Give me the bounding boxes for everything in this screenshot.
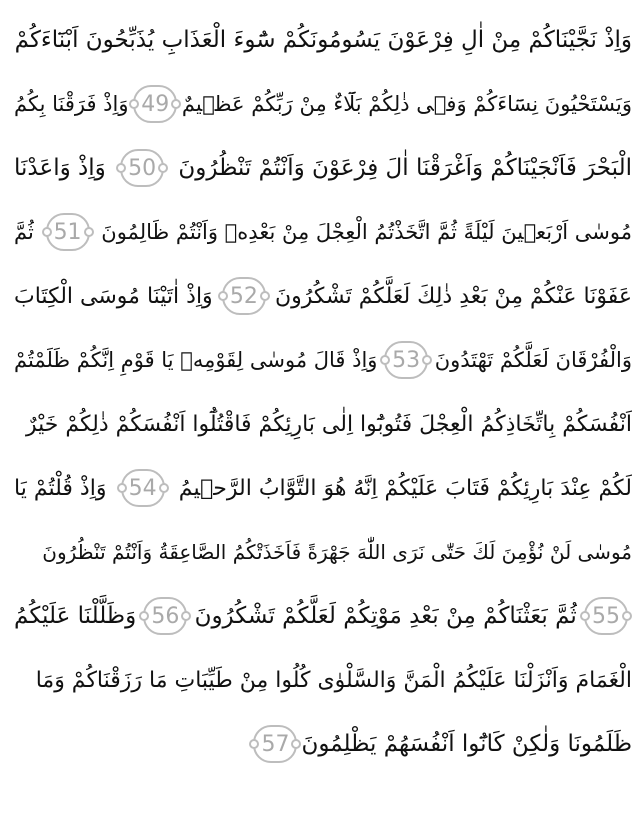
text-line-3 (14, 136, 632, 200)
verse-text-segment: الْغَمَامَ وَاَنْزَلْنَا عَلَيْكُمُ الْمَنَّ وَالسَّلْوٰى كُلُوا مِنْ طَيِّبَاتِ مَا رَزَقْنَاكُمْ وَمَا (35, 667, 632, 693)
verse-number-marker: 49 (133, 85, 177, 123)
text-line-10 (14, 584, 632, 648)
verse-text-segment: وَيَسْتَحْيُونَ نِسَٓاءَكُمْ وَفٖى ذٰلِكُمْ بَلَٓاءٌ مِنْ رَبِّكُمْ عَظٖيمٌ (181, 92, 632, 116)
verse-text-segment: عَفَوْنَا عَنْكُمْ مِنْ بَعْدِ ذٰلِكَ لَعَلَّكُمْ تَشْكُرُونَ (274, 283, 632, 309)
verse-text-segment: ظَلَمُونَا وَلٰكِنْ كَانُٓوا اَنْفُسَهُمْ يَظْلِمُونَ (301, 731, 632, 757)
text-line-4 (14, 200, 632, 264)
verse-text-segment: وَاِذْ وَاعَدْنَا (14, 155, 106, 181)
verse-text-block (14, 8, 632, 776)
text-line-1 (14, 8, 632, 72)
verse-text-segment: الْبَحْرَ فَاَنْجَيْنَاكُمْ وَاَغْرَقْنَا اٰلَ فِرْعَوْنَ وَاَنْتُمْ تَنْظُرُونَ (178, 155, 632, 181)
verse-text-segment: وَظَلَّلْنَا عَلَيْكُمُ (14, 603, 137, 629)
verse-number-marker: 52 (222, 277, 266, 315)
text-line-6 (14, 328, 632, 392)
verse-number-marker: 50 (120, 149, 164, 187)
verse-number-marker: 55 (584, 597, 628, 635)
text-line-12 (14, 712, 632, 776)
verse-text-segment: وَالْفُرْقَانَ لَعَلَّكُمْ تَهْتَدُونَ (434, 348, 632, 372)
verse-text-segment: وَاِذْ قُلْتُمْ يَا (14, 475, 107, 501)
verse-text-segment: مُوسٰى اَرْبَعٖينَ لَيْلَةً ثُمَّ اتَّخَذْتُمُ الْعِجْلَ مِنْ بَعْدِهٖ وَاَنْتُمْ ظَالِمُونَ (101, 220, 632, 244)
text-line-11 (14, 648, 632, 712)
verse-number-marker: 51 (46, 213, 90, 251)
verse-text-segment: وَاِذْ نَجَّيْنَاكُمْ مِنْ اٰلِ فِرْعَوْنَ يَسُومُونَكُمْ سُٓوءَ الْعَذَابِ يُذَبِّحُونَ اَبْنَٓاءَكُمْ (14, 27, 632, 53)
verse-text-segment: وَاِذْ اٰتَيْنَا مُوسَى الْكِتَابَ (14, 283, 213, 309)
verse-text-segment: اَنْفُسَكُمْ بِاتِّخَاذِكُمُ الْعِجْلَ فَتُوبُٓوا اِلٰى بَارِئِكُمْ فَاقْتُلُٓوا اَنْفُسَكُمْ ذٰلِكُمْ خَيْرٌ (26, 411, 632, 437)
verse-number-marker: 54 (121, 469, 165, 507)
verse-number-marker: 53 (384, 341, 428, 379)
verse-text-segment: وَاِذْ قَالَ مُوسٰى لِقَوْمِهٖ يَا قَوْمِ اِنَّكُمْ ظَلَمْتُمْ (14, 348, 378, 372)
text-line-7 (14, 392, 632, 456)
verse-number-marker: 56 (143, 597, 187, 635)
verse-text-segment: وَاِذْ فَرَقْنَا بِكُمُ (14, 92, 129, 116)
text-line-2 (14, 72, 632, 136)
verse-number-marker: 57 (253, 725, 297, 763)
verse-text-segment: مُوسٰى لَنْ نُؤْمِنَ لَكَ حَتّٰى نَرَى اللّٰهَ جَهْرَةً فَاَخَذَتْكُمُ الصَّاعِقَةُ وَاَنْتُمْ تَنْظُرُونَ (42, 540, 632, 564)
text-line-9 (14, 520, 632, 584)
verse-text-segment: لَكُمْ عِنْدَ بَارِئِكُمْ فَتَابَ عَلَيْكُمْ اِنَّهُ هُوَ التَّوَّابُ الرَّحٖيمُ (178, 475, 632, 501)
text-line-8 (14, 456, 632, 520)
text-line-5 (14, 264, 632, 328)
verse-text-segment: ثُمَّ (14, 220, 34, 244)
verse-text-segment: ثُمَّ بَعَثْنَاكُمْ مِنْ بَعْدِ مَوْتِكُمْ لَعَلَّكُمْ تَشْكُرُونَ (194, 603, 577, 629)
